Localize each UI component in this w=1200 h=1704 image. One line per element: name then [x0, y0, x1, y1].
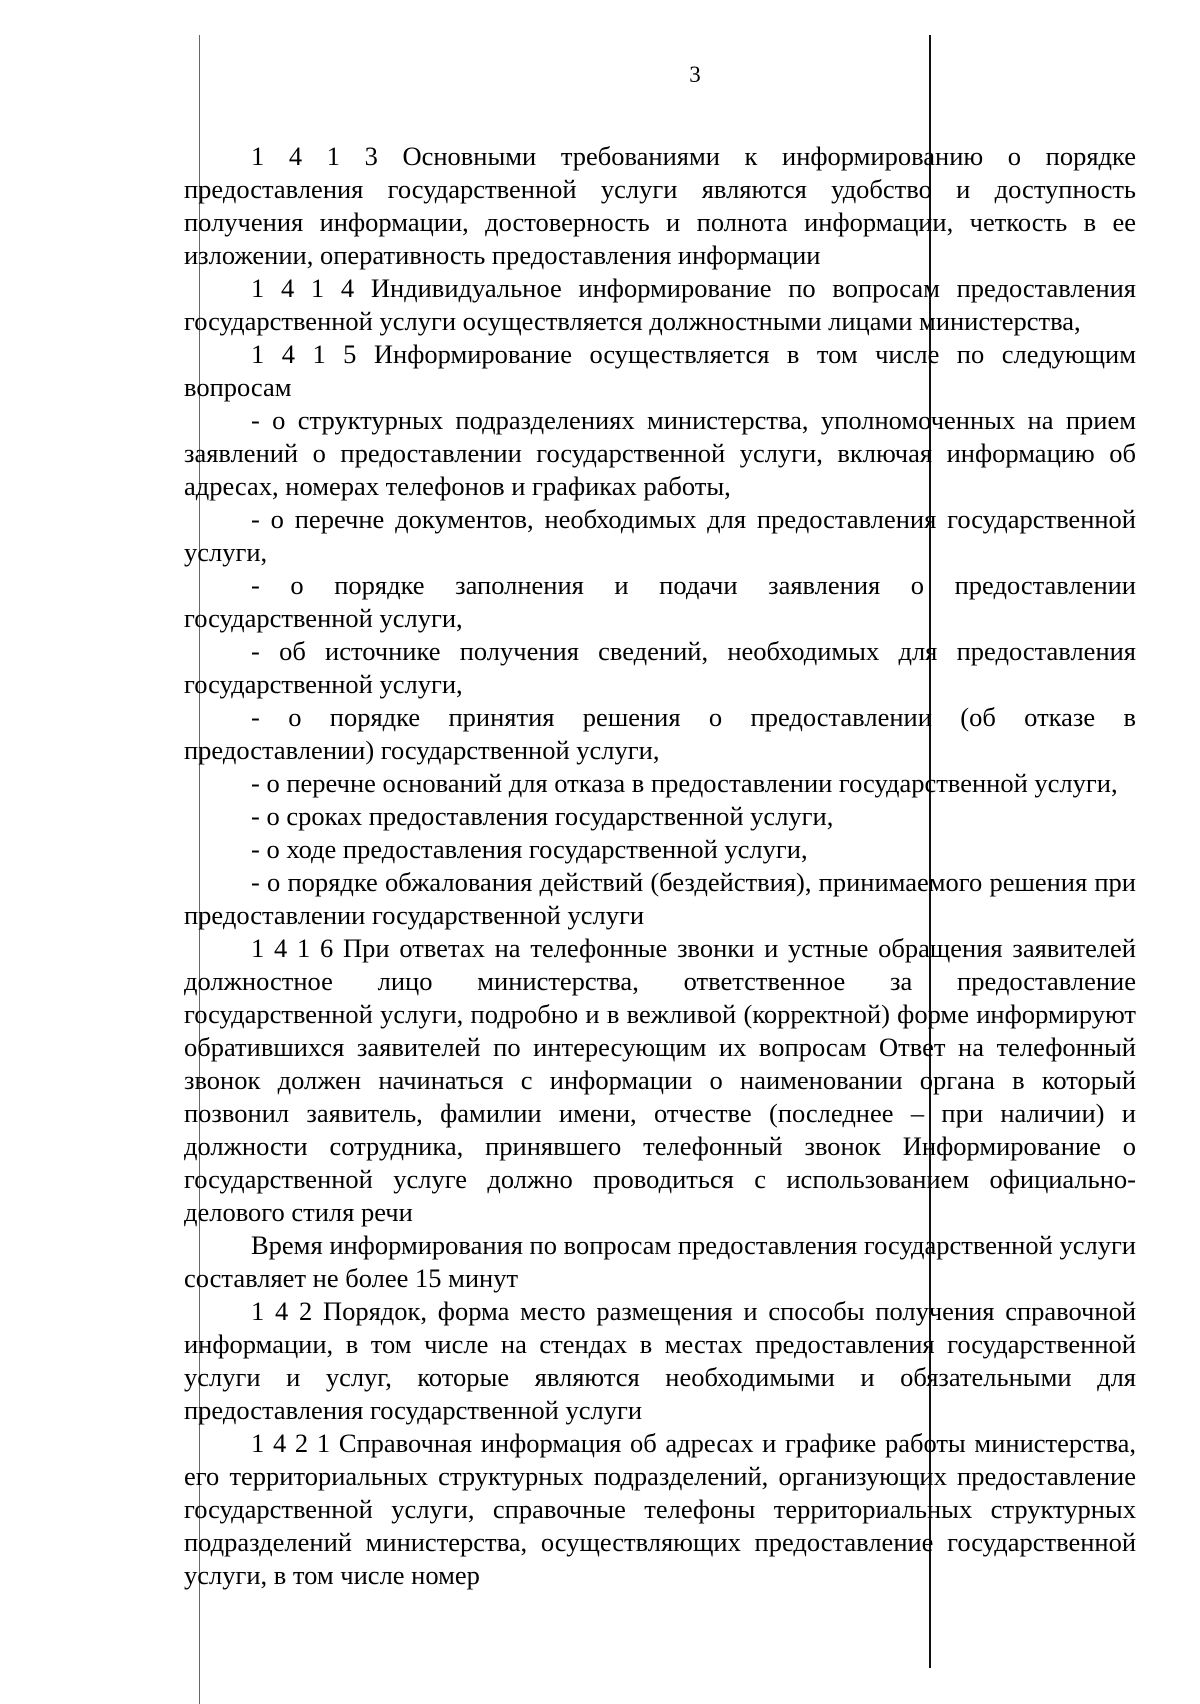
document-body — [184, 140, 1136, 1592]
list-item-refusal-grounds: - о перечне оснований для отказа в предоставлении государственной услуги, — [251, 768, 1118, 798]
list-item-structural-units: - о структурных подразделениях министерства, уполномоченных на прием заявлений о предоставлении государственной услуги, включая информацию об адресах, номерах телефонов и графиках работы, — [184, 405, 1136, 501]
list-item-documents: - о перечне документов, необходимых для предоставления государственной услуги, — [184, 504, 1136, 567]
list-item-decision-procedure: - о порядке принятия решения о предоставлении (об отказе в предоставлении) государственной услуги, — [184, 702, 1136, 765]
paragraph-duration: Время информирования по вопросам предоставления государственной услуги составляет не более 15 минут — [184, 1230, 1136, 1293]
paragraph-1-4-1-5: 1 4 1 5 Информирование осуществляется в том числе по следующим вопросам — [184, 339, 1136, 402]
paragraph-1-4-1-3: 1 4 1 3 Основными требованиями к информированию о порядке предоставления государственной услуги являются удобство и доступность получения информации, достоверность и полнота информации, четкость в ее изложении, оперативность предоставления информации — [184, 141, 1136, 270]
list-item-information-sources: - об источнике получения сведений, необходимых для предоставления государственной услуги, — [184, 636, 1136, 699]
list-item-progress: - о ходе предоставления государственной услуги, — [251, 834, 808, 864]
list-item-deadlines: - о сроках предоставления государственной услуги, — [251, 801, 834, 831]
page-number: 3 — [689, 62, 701, 87]
paragraph-1-4-2-1: 1 4 2 1 Справочная информация об адресах и графике работы министерства, его территориальных структурных подразделений, организующих предоставление государственной услуги, справочные телефоны территориальных структурных подразделений министерства, осуществляющих предоставление государственной услуги, в том числе номер — [184, 1428, 1136, 1590]
paragraph-1-4-2: 1 4 2 Порядок, форма место размещения и способы получения справочной информации, в том числе на стендах в местах предоставления государственной услуги и услуг, которые являются необходимыми и обязательными для предоставления государственной услуги — [184, 1296, 1136, 1425]
paragraph-1-4-1-6: 1 4 1 6 При ответах на телефонные звонки и устные обращения заявителей должностное лицо министерства, ответственное за предоставление государственной услуги, подробно и в вежливой (корректной) форме информируют обратившихся заявителей по интересующим их вопросам Ответ на телефонный звонок должен начинаться с информации о наименовании органа в который позвонил заявитель, фамилии имени, отчестве (последнее – при наличии) и должности сотрудника, принявшего телефонный звонок Информирование о государственной услуге должно проводиться с использованием официально-делового стиля речи — [184, 933, 1136, 1227]
list-item-application-procedure: - о порядке заполнения и подачи заявления о предоставлении государственной услуги, — [184, 570, 1136, 633]
list-item-appeal-procedure: - о порядке обжалования действий (бездействия), принимаемого решения при предоставлении государственной услуги — [184, 867, 1136, 930]
paragraph-1-4-1-4: 1 4 1 4 Индивидуальное информирование по вопросам предоставления государственной услуги осуществляется должностными лицами министерства, — [184, 273, 1136, 336]
